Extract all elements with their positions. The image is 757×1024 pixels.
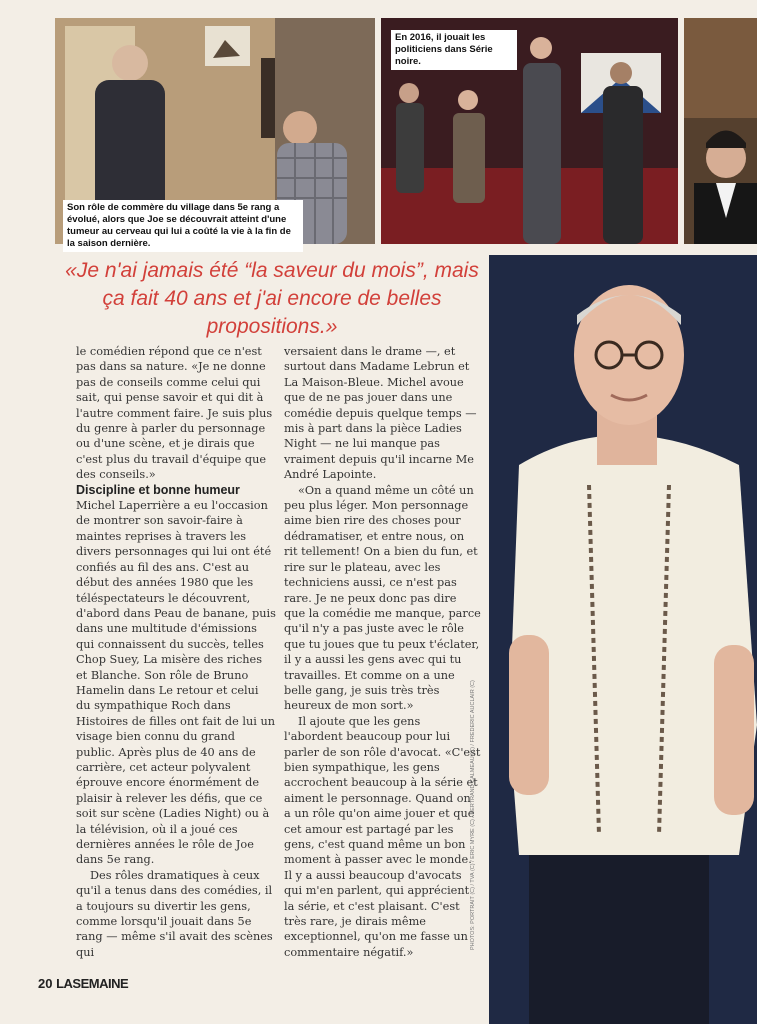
photo-credit: PHOTOS: PORTRAIT (C) / TVA (C) / ERIC MYRE (C) / BERTRAND CALMEAU (C) / FREDERIC AUCLAIR (C)	[470, 680, 476, 950]
column1-paragraph-1: le comédien répond que ce n'est pas dans sa nature. «Je ne donne pas de conseils comme celui qui sait, qui pense savoir et qui dit à l'autre comment faire. Je suis plus du genre à parler du personnage ou d'une scène, et je dirais que c'est plus du travail d'équipe que des conseils.»	[76, 345, 273, 482]
page-number: 20	[38, 976, 53, 991]
article-column-1	[76, 344, 276, 960]
photo1-caption: Son rôle de commère du village dans 5e rang a évolué, alors que Joe se découvrait atteint d'une tumeur au cerveau qui lui a coûté la vie à la fin de la saison dernière.	[63, 200, 303, 252]
article-column-2	[284, 344, 481, 960]
column1-paragraph-3: Des rôles dramatiques à ceux qu'il a tenus dans des comédies, il a toujours su divertir les gens, comme lorsqu'il jouait dans 5e rang — même s'il avait des scènes qui	[76, 868, 273, 959]
portrait-photo	[489, 255, 757, 1024]
magazine-name: LASEMAINE	[56, 976, 129, 991]
pull-quote: «Je n'ai jamais été “la saveur du mois”, mais ça fait 40 ans et j'ai encore de belles propositions.»	[65, 259, 479, 338]
photo-lawyer	[684, 18, 757, 244]
page-footer	[38, 976, 128, 991]
column2-paragraph-3: Il ajoute que les gens l'abordent beaucoup pour lui parler de son rôle d'avocat. «C'est bien sympathique, les gens accrochent beaucoup à la série et aiment le personnage. Quand on a un rôle qu'on aime jouer et que cet amour est partagé par les gens, c'est quand même un bon moment à passer avec le monde. Il y a aussi beaucoup d'avocats qui m'en parlent, qui apprécient la série, et c'est plaisant. C'est très rare, je dirais même exceptionnel, qu'on me fasse un commentaire négatif.»	[284, 714, 481, 959]
column2-paragraph-2: «On a quand même un côté un peu plus léger. Mon personnage aime bien rire des choses pour dédramatiser, et entre nous, on rit tellement! On a bien du fun, et rire sur le plateau, avec les techniciens aussi, ce n'est pas rare. Je ne peux donc pas dire que la comédie me manque, parce qu'il n'y a pas juste avec le rôle que tu joues que tu peux t'éclater, il y a aussi les gens avec qui tu travailles. Et comme on a une belle gang, je suis très très heureux de mon sort.»	[284, 483, 481, 713]
photo2-caption: En 2016, il jouait les politiciens dans Série noire.	[391, 30, 517, 70]
column1-paragraph-2: Michel Laperrière a eu l'occasion de montrer son savoir-faire à maintes reprises à travers les divers personnages qui lui ont été confiés au fil des ans. C'est au début des années 1980 que les téléspectateurs le découvrent, d'abord dans Peau de banane, puis dans une multitude d'émissions qui connaissent du succès, telles Chop Suey, La misère des riches et Blanche. Son rôle de Bruno Hamelin dans Le retour et celui du sympathique Roch dans Histoires de filles ont fait de lui un visage bien connu du grand public. Après plus de 40 ans de carrière, cet acteur polyvalent éprouve encore énormément de plaisir à relever les défis, que ce soit sur scène (Ladies Night) ou à la télévision, où il a joué ces dernières années le rôle de Joe dans 5e rang.	[76, 499, 276, 867]
subheading: Discipline et bonne humeur	[76, 482, 240, 497]
column2-paragraph-1: versaient dans le drame —, et surtout dans Madame Lebrun et La Maison-Bleue. Michel avoue que de ne pas jouer dans une comédie depuis quelque temps — mis à part dans la pièce Ladies Night — ne lui manque pas vraiment depuis qu'il incarne Me André Lapointe.	[284, 345, 477, 482]
